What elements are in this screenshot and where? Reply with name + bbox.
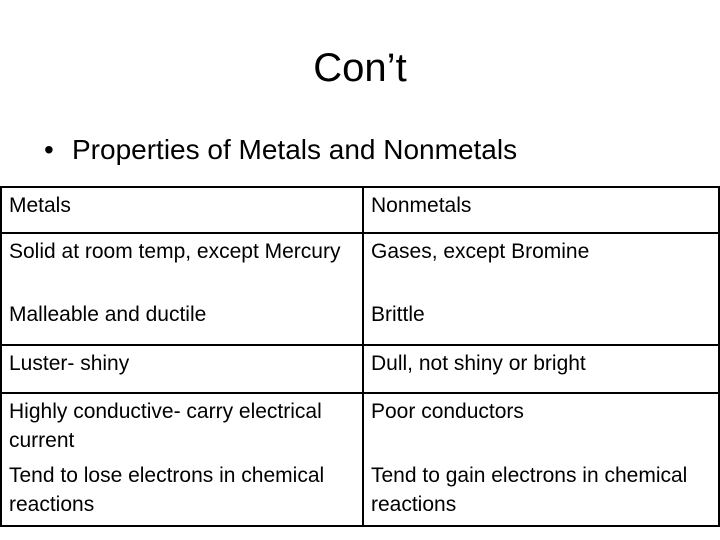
properties-table bbox=[0, 186, 720, 527]
cell-nonmetals: Brittle bbox=[363, 297, 719, 345]
cell-nonmetals: Tend to gain electrons in chemical reactions bbox=[363, 458, 719, 526]
table-row bbox=[1, 345, 719, 393]
cell-nonmetals: Poor conductors bbox=[363, 393, 719, 458]
table-row bbox=[1, 458, 719, 526]
table-row bbox=[1, 233, 719, 297]
cell-nonmetals: Dull, not shiny or bright bbox=[363, 345, 719, 393]
bullet-item bbox=[44, 130, 517, 170]
table-row bbox=[1, 297, 719, 345]
header-nonmetals: Nonmetals bbox=[363, 187, 719, 233]
cell-metals: Luster- shiny bbox=[1, 345, 363, 393]
table-row bbox=[1, 393, 719, 458]
cell-nonmetals: Gases, except Bromine bbox=[363, 233, 719, 297]
header-metals: Metals bbox=[1, 187, 363, 233]
cell-metals: Solid at room temp, except Mercury bbox=[1, 233, 363, 297]
cell-metals: Malleable and ductile bbox=[1, 297, 363, 345]
cell-metals: Tend to lose electrons in chemical reactions bbox=[1, 458, 363, 526]
bullet-text: Properties of Metals and Nonmetals bbox=[72, 134, 518, 165]
bullet-glyph: • bbox=[44, 134, 54, 165]
cell-metals: Highly conductive- carry electrical current bbox=[1, 393, 363, 458]
slide-title: Con’t bbox=[313, 46, 407, 90]
table-header-row bbox=[1, 187, 719, 233]
